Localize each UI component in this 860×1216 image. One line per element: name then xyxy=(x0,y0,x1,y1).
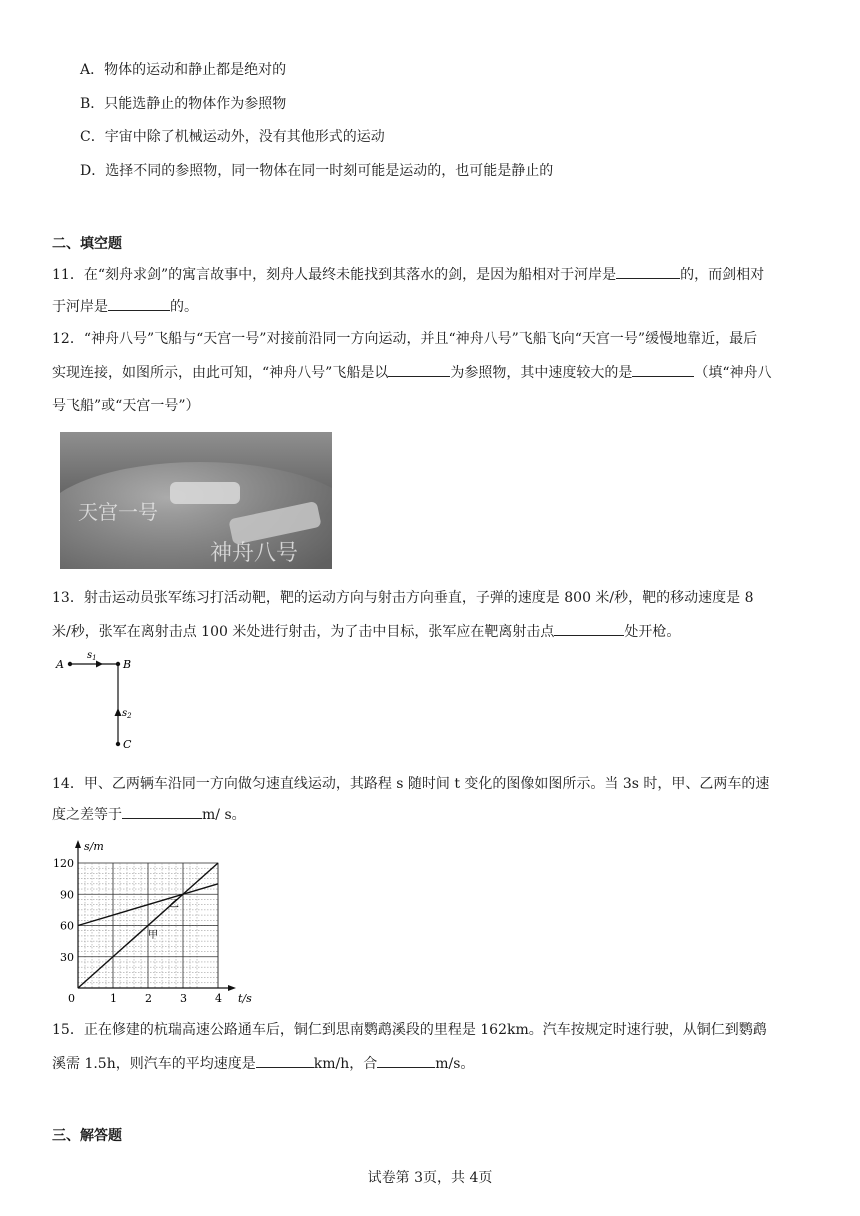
question-12-line-1: 12．“神舟八号”飞船与“天宫一号”对接前沿同一方向运动，并且“神舟八号”飞船飞向“天宫一号”缓慢地靠近，最后 xyxy=(52,331,758,347)
q13-text-a: 米/秒，张军在离射击点 100 米处进行射击，为了击中目标，张军应在靶离射击点 xyxy=(52,624,555,640)
s1-label: $s_1$ xyxy=(87,650,97,662)
question-11-line-1 xyxy=(52,264,764,285)
q15-text-c: m/s。 xyxy=(435,1056,475,1072)
section-heading-answer: 三、解答题 xyxy=(52,1128,122,1144)
question-14-line-2 xyxy=(52,804,246,825)
q12-blank-2[interactable] xyxy=(632,362,694,377)
target-motion-diagram xyxy=(52,648,152,754)
s-t-chart xyxy=(52,838,257,1006)
y-axis-label: s/m xyxy=(84,840,104,853)
question-11-line-2 xyxy=(52,296,198,317)
x-axis-arrow-icon xyxy=(228,985,236,991)
question-13-line-1: 13．射击运动员张军练习打活动靶，靶的运动方向与射击方向垂直，子弹的速度是 800 米/秒，靶的移动速度是 8 xyxy=(52,590,754,606)
x-tick-label: 3 xyxy=(180,992,187,1005)
spacecraft-tiangong xyxy=(170,482,240,504)
q11-blank-2[interactable] xyxy=(108,296,170,311)
question-12-line-2 xyxy=(52,362,772,383)
series-label-jia: 甲 xyxy=(148,930,158,941)
y-tick-label: 90 xyxy=(60,888,74,902)
q11-text-d: 的。 xyxy=(170,299,198,315)
point-c-dot xyxy=(116,742,120,746)
question-14-line-1: 14．甲、乙两辆车沿同一方向做匀速直线运动，其路程 s 随时间 t 变化的图像如图所示。当 3s 时，甲、乙两车的速 xyxy=(52,776,770,792)
photo-label-tiangong: 天宫一号 xyxy=(78,500,158,524)
q11-text-b: 的，而剑相对 xyxy=(680,267,765,283)
question-12-line-3: 号飞船”或“天宫一号”） xyxy=(52,398,200,414)
q15-blank-1[interactable] xyxy=(256,1053,314,1068)
q15-blank-2[interactable] xyxy=(377,1053,435,1068)
s2-label: $s_2$ xyxy=(122,708,132,720)
x-tick-label: 0 xyxy=(68,992,75,1005)
q13-text-b: 处开枪。 xyxy=(624,624,681,640)
question-15-line-1: 15．正在修建的杭瑞高速公路通车后，铜仁到思南鹦鹉溪段的里程是 162km。汽车按规定时速行驶，从铜仁到鹦鹉 xyxy=(52,1022,767,1038)
option-d: D．选择不同的参照物，同一物体在同一时刻可能是运动的，也可能是静止的 xyxy=(80,163,554,179)
arrow-ab-icon xyxy=(96,661,103,668)
page-footer: 试卷第 3页，共 4页 xyxy=(367,1170,493,1186)
section-heading-fill-blank: 二、填空题 xyxy=(52,236,122,252)
q14-blank-1[interactable] xyxy=(122,804,202,819)
q11-text-a: 11．在“刻舟求剑”的寓言故事中，刻舟人最终未能找到其落水的剑，是因为船相对于河岸是 xyxy=(52,267,617,283)
option-a: A．物体的运动和静止都是绝对的 xyxy=(80,62,287,78)
docking-photo xyxy=(60,432,332,569)
q12-text-a: 实现连接，如图所示，由此可知，“神舟八号”飞船是以 xyxy=(52,365,389,381)
q14-text-a: 度之差等于 xyxy=(52,807,122,823)
q11-blank-1[interactable] xyxy=(616,264,680,279)
arrow-cb-icon xyxy=(115,708,122,716)
y-tick-label: 60 xyxy=(60,919,74,933)
y-axis-arrow-icon xyxy=(75,840,81,848)
option-b: B．只能选静止的物体作为参照物 xyxy=(80,96,287,112)
photo-label-shenzhou: 神舟八号 xyxy=(210,541,299,566)
y-tick-label: 30 xyxy=(60,950,74,964)
q12-blank-1[interactable] xyxy=(388,362,450,377)
option-c: C．宇宙中除了机械运动外，没有其他形式的运动 xyxy=(80,129,385,145)
y-tick-label: 120 xyxy=(53,857,74,870)
x-axis-label: t/s xyxy=(238,992,252,1005)
x-tick-label: 1 xyxy=(110,992,117,1005)
q15-text-b: km/h，合 xyxy=(313,1056,378,1072)
question-15-line-2 xyxy=(52,1053,474,1074)
q11-text-c: 于河岸是 xyxy=(52,299,108,315)
q14-text-b: m/ s。 xyxy=(202,807,246,823)
point-a-label: A xyxy=(56,658,64,671)
question-13-line-2 xyxy=(52,621,680,642)
point-c-label: C xyxy=(123,738,132,751)
q13-blank-1[interactable] xyxy=(554,621,624,636)
q15-text-a: 溪需 1.5h，则汽车的平均速度是 xyxy=(52,1056,256,1072)
series-label-yi: 乙 xyxy=(169,898,179,910)
q12-text-b: 为参照物，其中速度较大的是 xyxy=(450,365,633,381)
x-tick-label: 4 xyxy=(215,992,222,1005)
point-b-label: B xyxy=(123,658,132,671)
x-tick-label: 2 xyxy=(145,992,152,1005)
q12-text-c: （填“神舟八 xyxy=(694,365,772,381)
